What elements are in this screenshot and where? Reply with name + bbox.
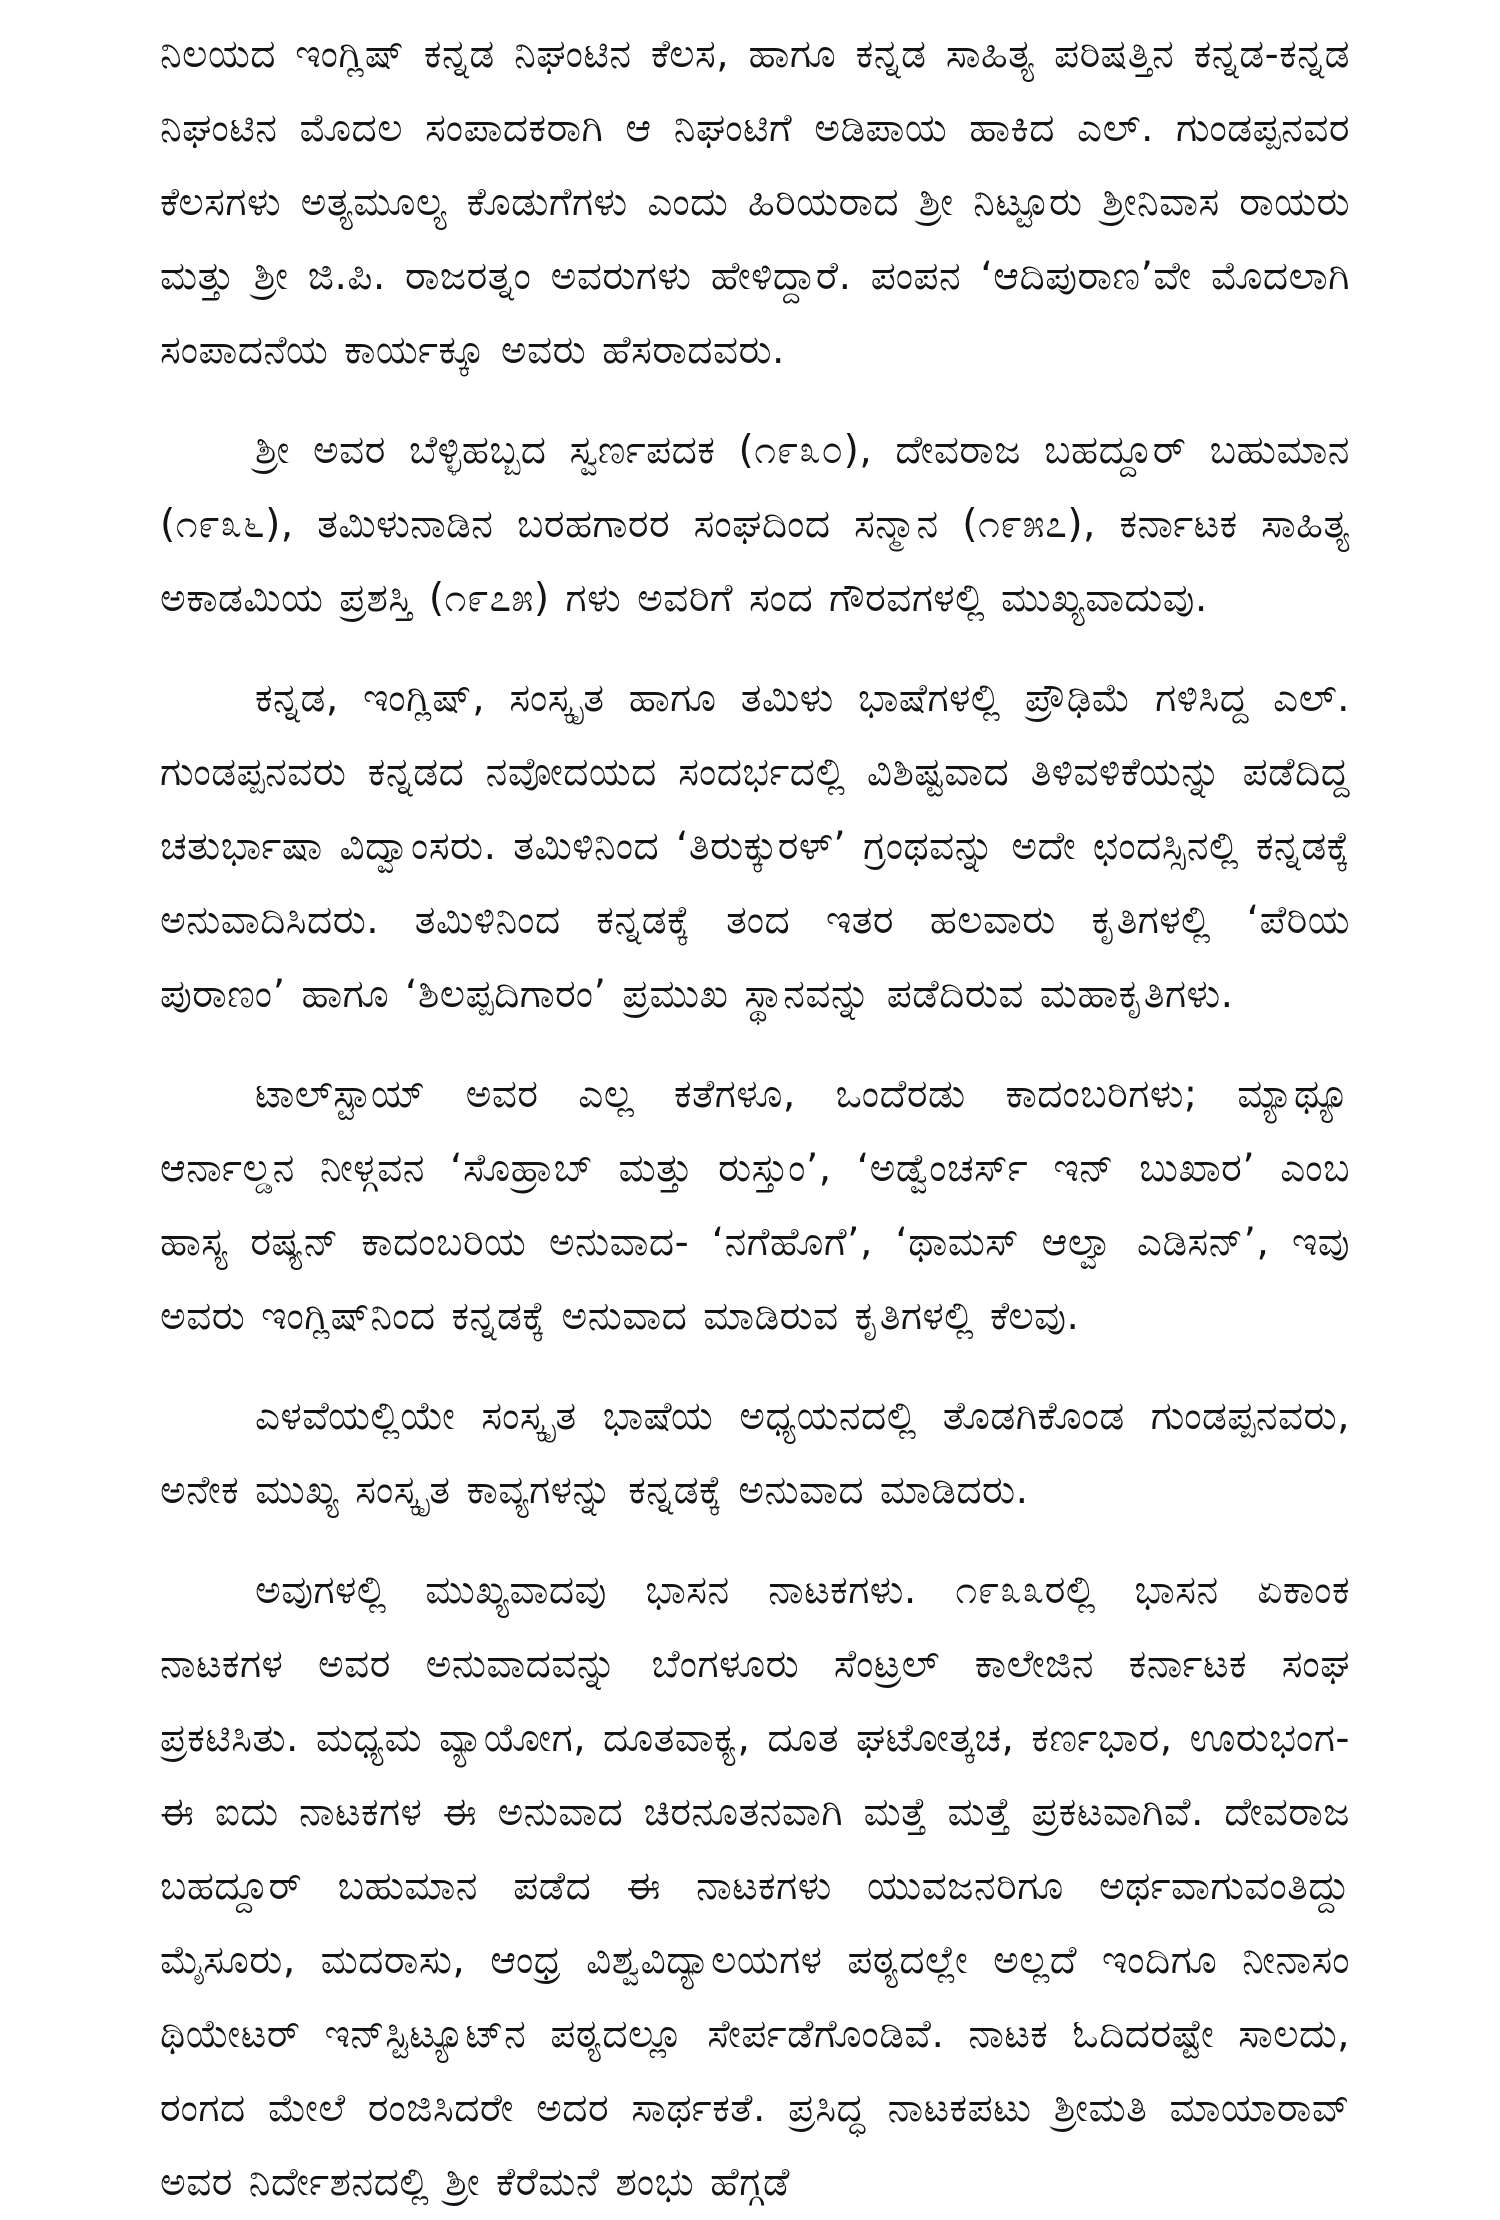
paragraph-tamil-translations: ಕನ್ನಡ, ಇಂಗ್ಲಿಷ್, ಸಂಸ್ಕೃತ ಹಾಗೂ ತಮಿಳು ಭಾಷೆಗಳಲ್ಲಿ ಪ್ರೌಢಿಮೆ ಗಳಿಸಿದ್ದ ಎಲ್. ಗುಂಡಪ್ಪನವರು ಕನ್ನಡದ ನವೋದಯದ ಸಂದರ್ಭದಲ್ಲಿ ವಿಶಿಷ್ಟವಾದ ತಿಳಿವಳಿಕೆಯನ್ನು ಪಡೆದಿದ್ದ ಚತುರ್ಭಾಷಾ ವಿದ್ವಾಂಸರು. ತಮಿಳಿನಿಂದ ‘ತಿರುಕ್ಕುರಳ್’ ಗ್ರಂಥವನ್ನು ಅದೇ ಛಂದಸ್ಸಿನಲ್ಲಿ ಕನ್ನಡಕ್ಕೆ ಅನುವಾದಿಸಿದರು. ತಮಿಳಿನಿಂದ ಕನ್ನಡಕ್ಕೆ ತಂದ ಇತರ ಹಲವಾರು ಕೃತಿಗಳಲ್ಲಿ ‘ಪೆರಿಯ ಪುರಾಣಂ’ ಹಾಗೂ ‘ಶಿಲಪ್ಪದಿಗಾರಂ’ ಪ್ರಮುಖ ಸ್ಥಾನವನ್ನು ಪಡೆದಿರುವ ಮಹಾಕೃತಿಗಳು. — [160, 676, 1350, 1017]
paragraph-bhasa-plays: ಅವುಗಳಲ್ಲಿ ಮುಖ್ಯವಾದವು ಭಾಸನ ನಾಟಕಗಳು. ೧೯೩೩ರಲ್ಲಿ ಭಾಸನ ಏಕಾಂಕ ನಾಟಕಗಳ ಅವರ ಅನುವಾದವನ್ನು ಬೆಂಗಳೂರು ಸೆಂಟ್ರಲ್ ಕಾಲೇಜಿನ ಕರ್ನಾಟಕ ಸಂಘ ಪ್ರಕಟಿಸಿತು. ಮಧ್ಯಮ ವ್ಯಾಯೋಗ, ದೂತವಾಕ್ಯ, ದೂತ ಘಟೋತ್ಕಚ, ಕರ್ಣಭಾರ, ಊರುಭಂಗ- ಈ ಐದು ನಾಟಕಗಳ ಈ ಅನುವಾದ ಚಿರನೂತನವಾಗಿ ಮತ್ತೆ ಮತ್ತೆ ಪ್ರಕಟವಾಗಿವೆ. ದೇವರಾಜ ಬಹದ್ದೂರ್ ಬಹುಮಾನ ಪಡೆದ ಈ ನಾಟಕಗಳು ಯುವಜನರಿಗೂ ಅರ್ಥವಾಗುವಂತಿದ್ದು ಮೈಸೂರು, ಮದರಾಸು, ಆಂಧ್ರ ವಿಶ್ವವಿದ್ಯಾಲಯಗಳ ಪಠ್ಯದಲ್ಲೇ ಅಲ್ಲದೆ ಇಂದಿಗೂ ನೀನಾಸಂ ಥಿಯೇಟರ್ ಇನ್‌ಸ್ಟಿಟ್ಯೂಟ್‌ನ ಪಠ್ಯದಲ್ಲೂ ಸೇರ್ಪಡೆಗೊಂಡಿವೆ. ನಾಟಕ ಓದಿದರಷ್ಟೇ ಸಾಲದು, ರಂಗದ ಮೇಲೆ ರಂಜಿಸಿದರೇ ಅದರ ಸಾರ್ಥಕತೆ. ಪ್ರಸಿದ್ಧ ನಾಟಕಪಟು ಶ್ರೀಮತಿ ಮಾಯಾರಾವ್ ಅವರ ನಿರ್ದೇಶನದಲ್ಲಿ ಶ್ರೀ ಕೆರೆಮನೆ ಶಂಭು ಹೆಗ್ಗಡೆ — [160, 1568, 1350, 2205]
paragraph-english-translations: ಟಾಲ್‌ಸ್ಟಾಯ್ ಅವರ ಎಲ್ಲ ಕತೆಗಳೂ, ಒಂದೆರಡು ಕಾದಂಬರಿಗಳು; ಮ್ಯಾಥ್ಯೂ ಆರ್ನಾಲ್ಡನ ನೀಳ್ಗವನ ‘ಸೊಹ್ರಾಬ್ ಮತ್ತು ರುಸ್ತುಂ’, ‘ಅಡ್ವೆಂಚರ್ಸ್ ಇನ್ ಬುಖಾರ’ ಎಂಬ ಹಾಸ್ಯ ರಷ್ಯನ್ ಕಾದಂಬರಿಯ ಅನುವಾದ- ‘ನಗೆಹೊಗೆ’, ‘ಥಾಮಸ್ ಆಲ್ವಾ ಎಡಿಸನ್’, ಇವು ಅವರು ಇಂಗ್ಲಿಷ್‌ನಿಂದ ಕನ್ನಡಕ್ಕೆ ಅನುವಾದ ಮಾಡಿರುವ ಕೃತಿಗಳಲ್ಲಿ ಕೆಲವು. — [160, 1072, 1350, 1339]
document-page — [160, 18, 1350, 2205]
paragraph-dictionary-work: ನಿಲಯದ ಇಂಗ್ಲಿಷ್ ಕನ್ನಡ ನಿಘಂಟಿನ ಕೆಲಸ, ಹಾಗೂ ಕನ್ನಡ ಸಾಹಿತ್ಯ ಪರಿಷತ್ತಿನ ಕನ್ನಡ-ಕನ್ನಡ ನಿಘಂಟಿನ ಮೊದಲ ಸಂಪಾದಕರಾಗಿ ಆ ನಿಘಂಟಿಗೆ ಅಡಿಪಾಯ ಹಾಕಿದ ಎಲ್. ಗುಂಡಪ್ಪನವರ ಕೆಲಸಗಳು ಅತ್ಯಮೂಲ್ಯ ಕೊಡುಗೆಗಳು ಎಂದು ಹಿರಿಯರಾದ ಶ್ರೀ ನಿಟ್ಟೂರು ಶ್ರೀನಿವಾಸ ರಾಯರು ಮತ್ತು ಶ್ರೀ ಜಿ.ಪಿ. ರಾಜರತ್ನಂ ಅವರುಗಳು ಹೇಳಿದ್ದಾರೆ. ಪಂಪನ ‘ಆದಿಪುರಾಣ’ವೇ ಮೊದಲಾಗಿ ಸಂಪಾದನೆಯ ಕಾರ್ಯಕ್ಕೂ ಅವರು ಹೆಸರಾದವರು. — [160, 32, 1350, 373]
paragraph-awards: ಶ್ರೀ ಅವರ ಬೆಳ್ಳಿಹಬ್ಬದ ಸ್ವರ್ಣಪದಕ (೧೯೩೦), ದೇವರಾಜ ಬಹದ್ದೂರ್ ಬಹುಮಾನ (೧೯೩೬), ತಮಿಳುನಾಡಿನ ಬರಹಗಾರರ ಸಂಘದಿಂದ ಸನ್ಮಾನ (೧೯೫೭), ಕರ್ನಾಟಕ ಸಾಹಿತ್ಯ ಅಕಾಡಮಿಯ ಪ್ರಶಸ್ತಿ (೧೯೭೫) ಗಳು ಅವರಿಗೆ ಸಂದ ಗೌರವಗಳಲ್ಲಿ ಮುಖ್ಯವಾದುವು. — [160, 428, 1350, 621]
paragraph-sanskrit-study: ಎಳವೆಯಲ್ಲಿಯೇ ಸಂಸ್ಕೃತ ಭಾಷೆಯ ಅಧ್ಯಯನದಲ್ಲಿ ತೊಡಗಿಕೊಂಡ ಗುಂಡಪ್ಪನವರು, ಅನೇಕ ಮುಖ್ಯ ಸಂಸ್ಕೃತ ಕಾವ್ಯಗಳನ್ನು ಕನ್ನಡಕ್ಕೆ ಅನುವಾದ ಮಾಡಿದರು. — [160, 1394, 1350, 1513]
